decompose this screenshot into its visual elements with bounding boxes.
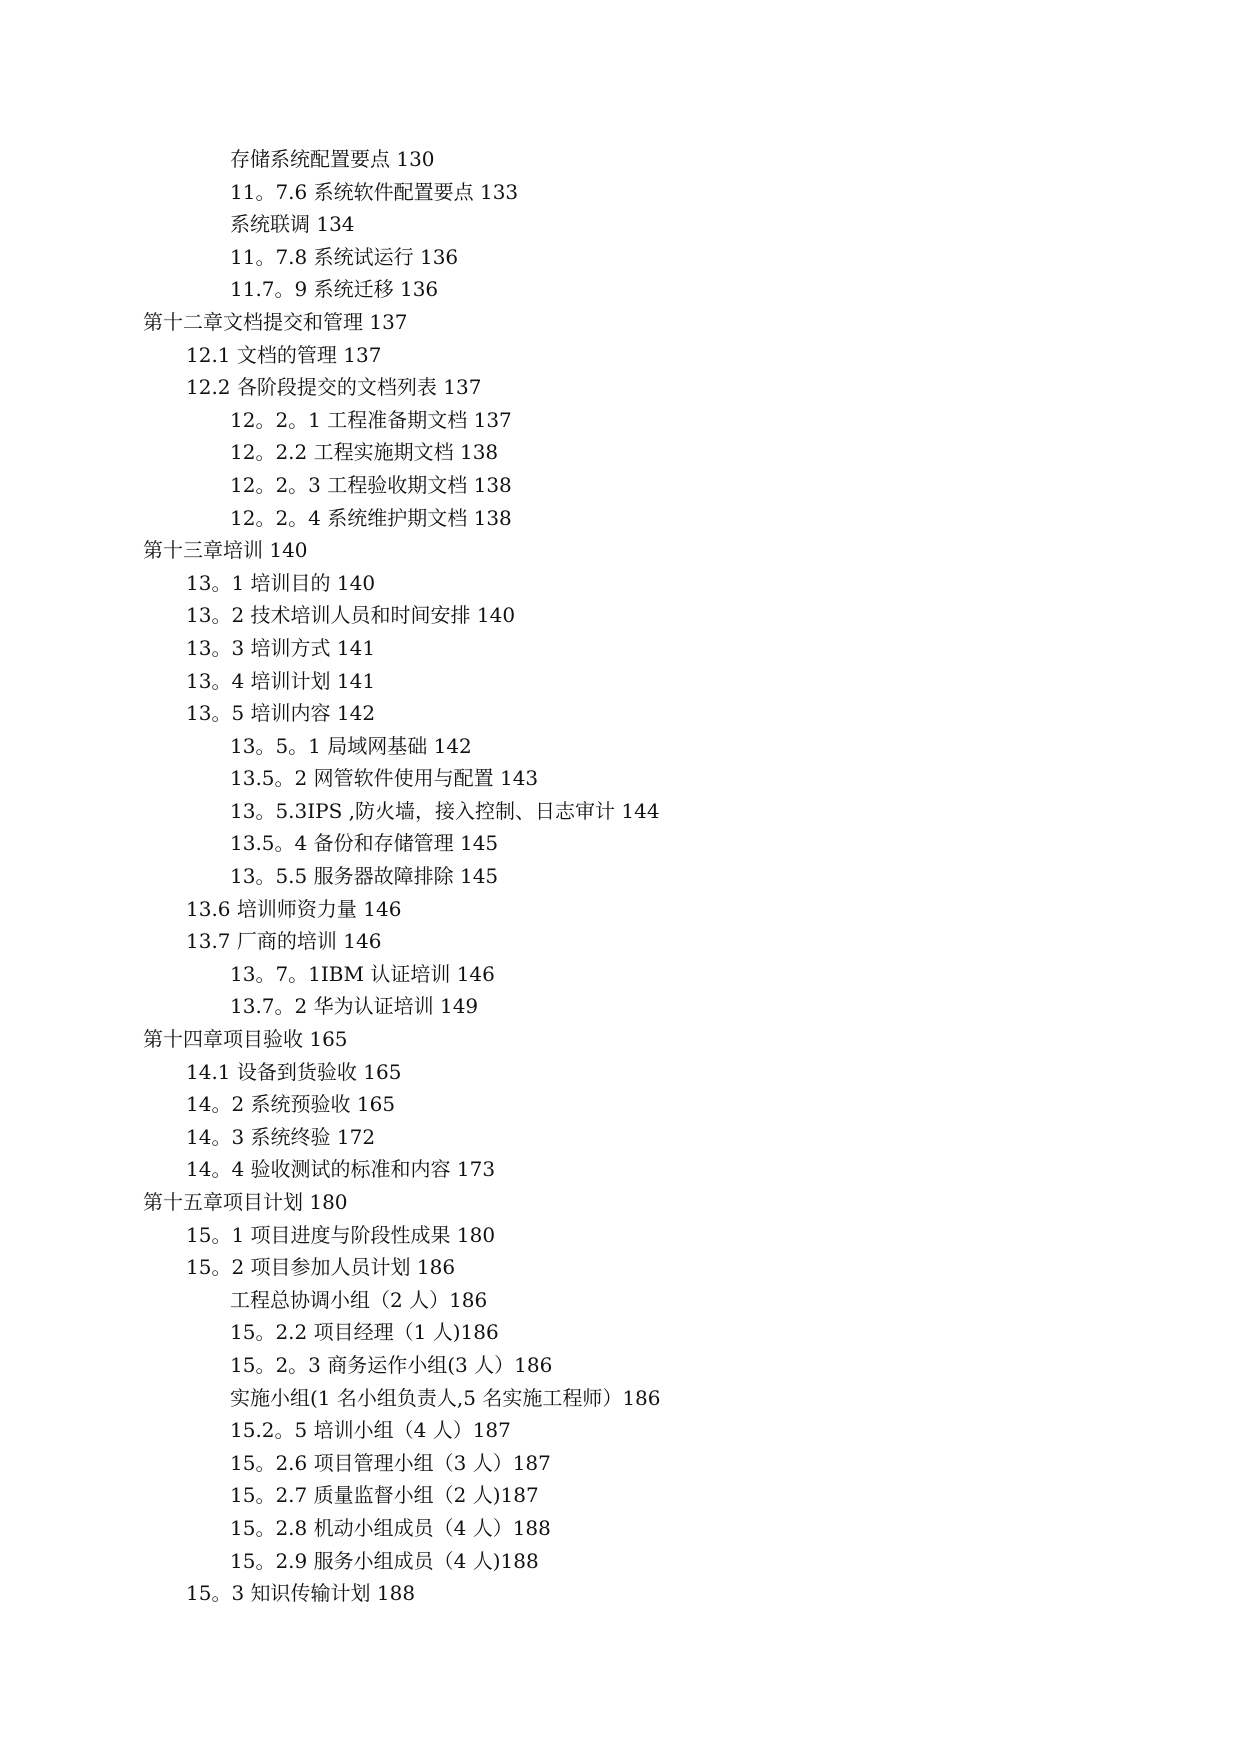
- toc-section-entry: 13。2 技术培训人员和时间安排 140: [186, 603, 516, 628]
- toc-section-entry: 13.7 厂商的培训 146: [186, 929, 382, 954]
- toc-chapter-entry: 第十三章培训 140: [143, 538, 308, 563]
- toc-subsection-entry: 13。7。1IBM 认证培训 146: [230, 961, 495, 986]
- toc-subsection-entry: 13。5。1 局域网基础 142: [230, 733, 472, 758]
- toc-subsection-entry: 13.5。2 网管软件使用与配置 143: [230, 766, 539, 791]
- toc-section-entry: 13。3 培训方式 141: [186, 635, 376, 660]
- toc-subsection-entry: 15。2.6 项目管理小组（3 人）187: [230, 1450, 551, 1475]
- toc-section-entry: 13.6 培训师资力量 146: [186, 896, 402, 921]
- toc-subsection-entry: 15。2.8 机动小组成员（4 人）188: [230, 1515, 551, 1540]
- toc-subsection-entry: 15.2。5 培训小组（4 人）187: [230, 1418, 511, 1443]
- toc-subsection-entry: 实施小组(1 名小组负责人,5 名实施工程师）186: [230, 1385, 661, 1410]
- toc-subsection-entry: 13。5.5 服务器故障排除 145: [230, 864, 499, 889]
- toc-section-entry: 13。1 培训目的 140: [186, 570, 376, 595]
- toc-subsection-entry: 存储系统配置要点 130: [230, 147, 435, 171]
- toc-subsection-entry: 13.7。2 华为认证培训 149: [230, 994, 479, 1019]
- toc-chapter-entry: 第十五章项目计划 180: [143, 1190, 348, 1214]
- toc-subsection-entry: 15。2。3 商务运作小组(3 人）186: [230, 1352, 553, 1377]
- toc-subsection-entry: 15。2.2 项目经理（1 人)186: [230, 1320, 499, 1345]
- toc-section-entry: 13。5 培训内容 142: [186, 701, 376, 726]
- toc-section-entry: 13。4 培训计划 141: [186, 668, 376, 693]
- toc-subsection-entry: 13.5。4 备份和存储管理 145: [230, 831, 499, 856]
- toc-subsection-entry: 12。2.2 工程实施期文档 138: [230, 440, 499, 465]
- toc-subsection-entry: 11.7。9 系统迁移 136: [230, 277, 439, 302]
- toc-section-entry: 15。2 项目参加人员计划 186: [186, 1255, 456, 1280]
- toc-section-entry: 14。4 验收测试的标准和内容 173: [186, 1157, 496, 1182]
- table-of-contents: [143, 143, 1143, 1610]
- toc-subsection-entry: 12。2。1 工程准备期文档 137: [230, 407, 512, 432]
- toc-chapter-entry: 第十四章项目验收 165: [143, 1027, 348, 1052]
- toc-subsection-entry: 12。2。3 工程验收期文档 138: [230, 472, 512, 497]
- toc-subsection-entry: 11。7.6 系统软件配置要点 133: [230, 179, 519, 204]
- toc-subsection-entry: 13。5.3IPS ,防火墙，接入控制、日志审计 144: [230, 798, 660, 823]
- toc-section-entry: 14。3 系统终验 172: [186, 1124, 376, 1149]
- toc-subsection-entry: 系统联调 134: [230, 212, 355, 237]
- toc-subsection-entry: 11。7.8 系统试运行 136: [230, 244, 459, 269]
- toc-section-entry: 14。2 系统预验收 165: [186, 1092, 396, 1117]
- toc-section-entry: 12.2 各阶段提交的文档列表 137: [186, 375, 482, 400]
- toc-subsection-entry: 工程总协调小组（2 人）186: [230, 1287, 488, 1312]
- toc-subsection-entry: 12。2。4 系统维护期文档 138: [230, 505, 512, 530]
- toc-chapter-entry: 第十二章文档提交和管理 137: [143, 309, 408, 334]
- toc-section-entry: 12.1 文档的管理 137: [186, 342, 382, 367]
- toc-subsection-entry: 15。2.9 服务小组成员（4 人)188: [230, 1548, 539, 1573]
- toc-section-entry: 14.1 设备到货验收 165: [186, 1059, 402, 1084]
- toc-subsection-entry: 15。2.7 质量监督小组（2 人)187: [230, 1483, 539, 1508]
- toc-section-entry: 15。3 知识传输计划 188: [186, 1581, 416, 1606]
- toc-section-entry: 15。1 项目进度与阶段性成果 180: [186, 1222, 496, 1247]
